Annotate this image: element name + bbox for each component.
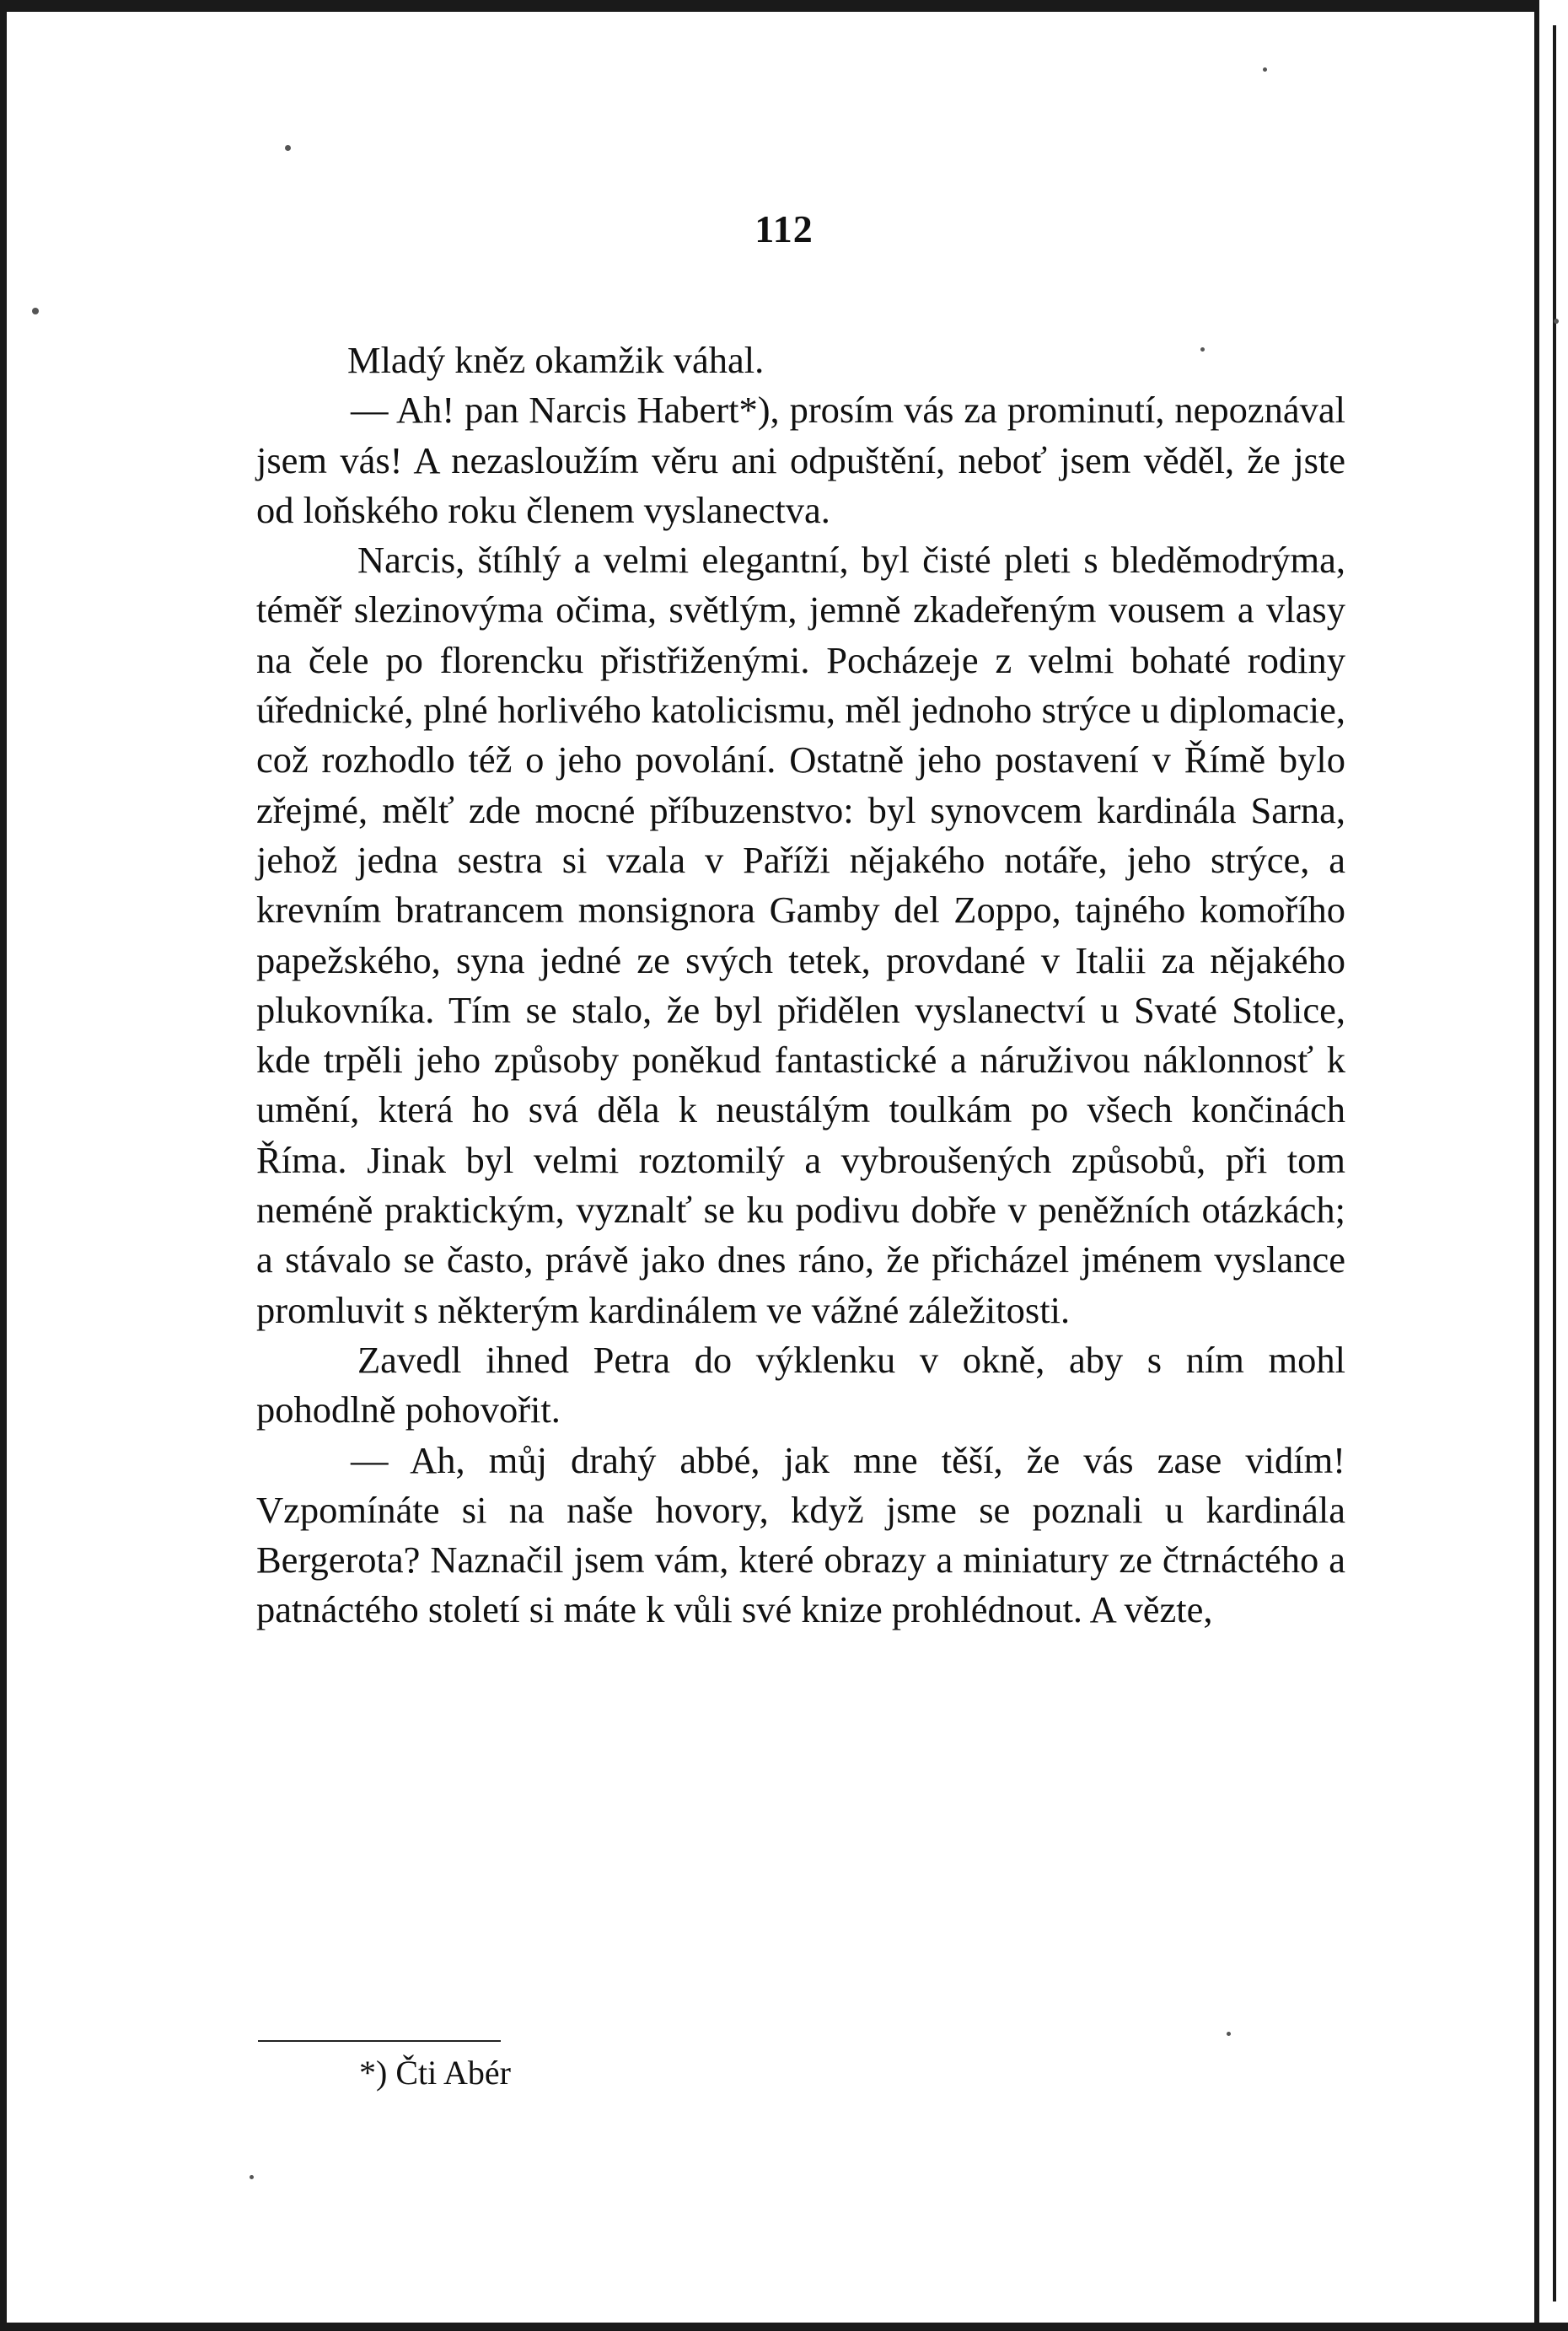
scan-edge-right bbox=[1534, 0, 1568, 2331]
body-text bbox=[256, 336, 1345, 1635]
scan-speck bbox=[1554, 319, 1559, 324]
page-number: 112 bbox=[754, 207, 814, 250]
paragraph: Zavedl ihned Petra do výklenku v okně, aby s ním mohl pohodlně pohovořit. bbox=[256, 1338, 1345, 1431]
scan-speck bbox=[32, 308, 39, 314]
scan-speck bbox=[1227, 2032, 1231, 2036]
scan-edge-right-line bbox=[1553, 25, 1556, 2301]
footnote-separator bbox=[258, 2040, 501, 2042]
paragraph: — Ah, můj drahý abbé, jak mne těší, že vás zase vidím! Vzpomínáte si na naše hovory, když jsme se poznali u kardinála Bergerota? Naznačil jsem vám, které obrazy a miniatury ze čtrnáctého a patnáctého století si máte k vůli své knize prohlédnout. A vězte, bbox=[256, 1438, 1345, 1631]
paragraph: — Ah! pan Narcis Habert*), prosím vás za prominutí, nepoznával jsem vás! A nezasloužím věru ani odpuštění, neboť jsem věděl, že jste od loňského roku členem vyslanectva. bbox=[256, 389, 1345, 531]
scan-speck bbox=[1263, 67, 1267, 72]
scan-speck bbox=[250, 2175, 254, 2179]
scan-edge-top bbox=[0, 0, 1568, 12]
paragraph: Narcis, štíhlý a velmi elegantní, byl čisté pleti s bleděmodrýma, téměř slezinovýma očima, světlým, jemně zkadeřeným vousem a vlasy na čele po florencku přistřiženými. Pocházeje z velmi bohaté rodiny úřednické, plné horlivého katolicismu, měl jednoho strýce u diplomacie, což rozhodlo též o jeho povolání. Ostatně jeho postavení v Římě bylo zřejmé, mělť zde mocné příbuzenstvo: byl synovcem kardinála Sarna, jehož jedna sestra si vzala v Paříži nějakého notáře, jeho strýce, a krevním bratrancem monsignora Gamby del Zoppo, tajného komořího papežského, syna jedné ze svých tetek, provdané v Italii za nějakého plukovníka. Tím se stalo, že byl přidělen vyslanectví u Svaté Stolice, kde trpěli jeho způsoby poněkud fantastické a náruživou náklonnosť k umění, která ho svá děla k neustálým toulkám po všech končinách Říma. Jinak byl velmi roztomilý a vybroušených způsobů, při tom neméně praktickým, vyznalť se ku podivu dobře v peněžních otázkách; a stávalo se často, právě jako dnes ráno, že přicházel jménem vyslance promluvit s některým kardinálem ve vážné záležitosti. bbox=[256, 539, 1345, 1331]
scan-edge-bottom bbox=[0, 2323, 1568, 2331]
paragraph: Mladý kněz okamžik váhal. bbox=[347, 339, 765, 381]
scan-edge-left bbox=[0, 0, 7, 2331]
footnote: *) Čti Abér bbox=[359, 2054, 511, 2092]
scan-speck bbox=[285, 145, 291, 151]
